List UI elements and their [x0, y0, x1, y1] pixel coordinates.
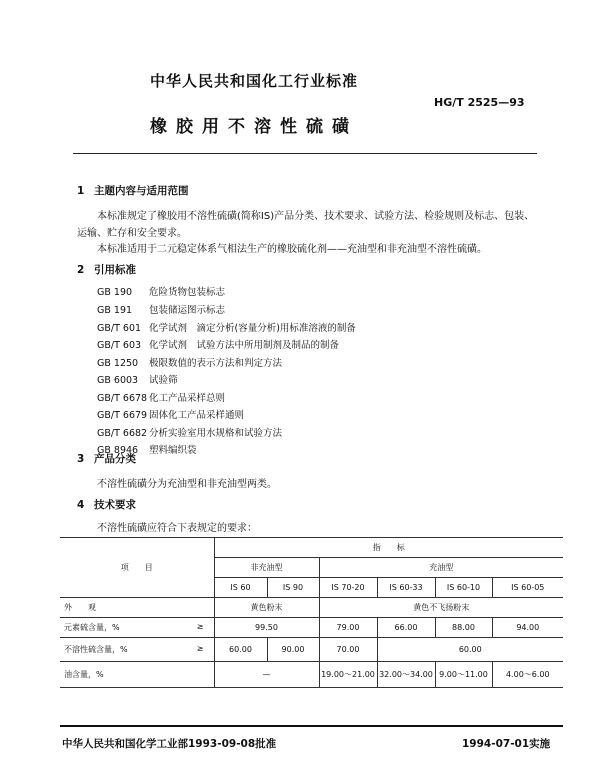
section-title: 主题内容与适用范围	[94, 185, 189, 197]
table-row	[60, 598, 563, 618]
table-cell: 90.00	[267, 638, 319, 662]
reference-item	[97, 372, 178, 386]
oil-header: 充油型	[319, 558, 563, 578]
reference-code: GB/T 603	[97, 340, 142, 351]
section-1-para-2: 本标准适用于二元稳定体系气相法生产的橡胶硫化剂——充油型和非充油型不溶性硫磺。	[97, 244, 487, 255]
row-label	[60, 618, 214, 638]
standard-number: HG/T 2525—93	[434, 96, 525, 109]
table-cell: 32.00～34.00	[377, 662, 435, 688]
reference-code: GB 8946	[97, 445, 139, 456]
table-cell: 66.00	[377, 618, 435, 638]
grade-header: IS 90	[267, 578, 319, 598]
reference-item	[97, 337, 339, 351]
table-cell: 19.00～21.00	[319, 662, 377, 688]
reference-code: GB 6003	[97, 375, 139, 386]
section-1-heading	[77, 183, 189, 198]
row-label	[60, 638, 214, 662]
reference-item	[97, 355, 282, 369]
row-label	[60, 662, 214, 688]
reference-code: GB/T 6678	[97, 393, 148, 404]
table-cell: 94.00	[492, 618, 563, 638]
grade-header: IS 60-05	[492, 578, 563, 598]
grade-header: IS 60	[214, 578, 267, 598]
section-3-heading	[77, 451, 136, 466]
reference-code: GB/T 6679	[97, 410, 148, 421]
row-label-text: 油含量，%	[64, 670, 104, 679]
section-4-text: 不溶性硫磺应符合下表规定的要求：	[97, 523, 257, 534]
reference-code: GB 1250	[97, 358, 139, 369]
section-2-heading	[77, 262, 136, 277]
row-label	[60, 598, 214, 618]
ge-sign: ≥	[196, 622, 204, 631]
section-3-text: 不溶性硫磺分为充油型和非充油型两类。	[97, 479, 277, 490]
reference-title: 包装储运图示标志	[149, 305, 226, 316]
grade-header: IS 70-20	[319, 578, 377, 598]
reference-title: 化学试剂 滴定分析(容量分析)用标准溶液的制备	[149, 323, 356, 334]
section-title: 引用标准	[94, 264, 136, 276]
item-header: 项 目	[60, 538, 214, 598]
grade-header: IS 60-10	[435, 578, 492, 598]
reference-title: 极限数值的表示方法和判定方法	[149, 358, 283, 369]
footer-divider	[60, 725, 563, 727]
table-cell: 70.00	[319, 638, 377, 662]
table-cell: 79.00	[319, 618, 377, 638]
reference-title: 分析实验室用水规格和试验方法	[149, 428, 283, 439]
reference-title: 化工产品采样总则	[149, 393, 226, 404]
reference-item	[97, 320, 356, 334]
reference-title: 固体化工产品采样通则	[149, 410, 245, 421]
row-label-text: 不溶性硫含量，%	[64, 645, 128, 654]
reference-code: GB 190	[97, 287, 133, 298]
row-label-text: 外 观	[64, 603, 96, 612]
reference-title: 化学试剂 试验方法中所用制剂及制品的制备	[149, 340, 340, 351]
table-cell: 88.00	[435, 618, 492, 638]
approval-text: 中华人民共和国化学工业部1993-09-08批准	[62, 738, 277, 750]
table-cell: 4.00～6.00	[492, 662, 563, 688]
row-label-text: 元素硫含量，%	[64, 623, 120, 632]
header-divider	[73, 153, 537, 154]
table-cell: —	[214, 662, 319, 688]
spec-table	[60, 537, 563, 688]
table-cell: 黄色粉末	[214, 598, 319, 618]
reference-code: GB 191	[97, 305, 133, 316]
table-cell: 60.00	[214, 638, 267, 662]
table-row	[60, 662, 563, 688]
issuer-title: 中华人民共和国化工行业标准	[150, 72, 359, 90]
reference-item	[97, 425, 282, 439]
table-row	[60, 638, 563, 662]
reference-title: 试验筛	[149, 375, 178, 386]
section-4-heading	[77, 497, 136, 512]
non-oil-header: 非充油型	[214, 558, 319, 578]
table-cell: 黄色不飞扬粉末	[319, 598, 563, 618]
implementation-date: 1994-07-01实施	[462, 738, 551, 750]
grade-header: IS 60-33	[377, 578, 435, 598]
reference-item	[97, 284, 225, 298]
ge-sign: ≥	[196, 644, 204, 653]
section-number: 3	[77, 453, 85, 465]
section-1-para-1-line-2: 运输、贮存和安全要求。	[77, 228, 187, 239]
table-cell: 9.00～11.00	[435, 662, 492, 688]
document-title: 橡胶用不溶性硫磺	[150, 117, 358, 137]
section-number: 1	[77, 185, 85, 197]
section-title: 产品分类	[94, 453, 136, 465]
reference-item	[97, 390, 225, 404]
table-cell: 60.00	[377, 638, 563, 662]
reference-title: 危险货物包装标志	[149, 287, 226, 298]
section-title: 技术要求	[94, 499, 136, 511]
reference-item	[97, 302, 225, 316]
section-number: 4	[77, 499, 85, 511]
reference-code: GB/T 6682	[97, 428, 148, 439]
reference-code: GB/T 601	[97, 323, 142, 334]
table-header-row	[60, 538, 563, 558]
reference-item	[97, 407, 244, 421]
reference-title: 塑料编织袋	[149, 445, 197, 456]
section-1-para-1-line-1: 本标准规定了橡胶用不溶性硫磺(简称IS)产品分类、技术要求、试验方法、检验规则及标志、包装、	[97, 211, 535, 222]
table-cell: 99.50	[214, 618, 319, 638]
section-number: 2	[77, 264, 85, 276]
index-header: 指 标	[214, 538, 563, 558]
table-row	[60, 618, 563, 638]
